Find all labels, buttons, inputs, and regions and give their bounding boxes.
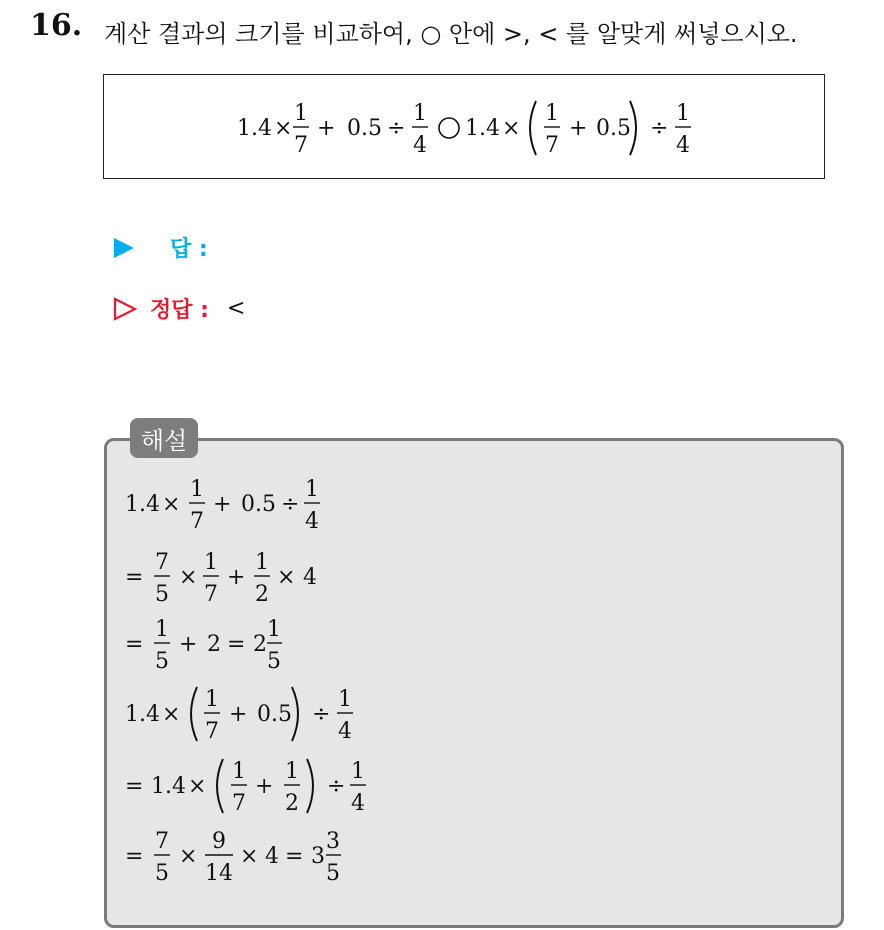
question-text: 계산 결과의 크기를 비교하여, ○ 안에 >, < 를 알맞게 써넣으시오. — [104, 20, 798, 48]
svg-text:×: × — [162, 702, 181, 727]
solution-line-5 — [125, 759, 366, 816]
svg-text:1: 1 — [413, 101, 427, 126]
svg-text:4: 4 — [351, 791, 365, 816]
play-triangle-filled-icon — [112, 236, 136, 260]
svg-text:0.5: 0.5 — [241, 492, 276, 517]
svg-text:1.4: 1.4 — [125, 702, 160, 727]
svg-text:1.4: 1.4 — [151, 774, 186, 799]
svg-text:1.4: 1.4 — [125, 492, 160, 517]
svg-text:3: 3 — [311, 844, 325, 869]
svg-text:×: × — [162, 492, 181, 517]
correct-answer-label: 정답 : — [150, 298, 209, 323]
svg-text:÷: ÷ — [387, 116, 406, 141]
svg-text:4: 4 — [265, 844, 279, 869]
problem-expression — [104, 75, 826, 180]
svg-text:5: 5 — [155, 649, 169, 674]
svg-text:4: 4 — [676, 133, 690, 158]
svg-text:7: 7 — [155, 829, 169, 854]
svg-text:7: 7 — [204, 582, 218, 607]
svg-text:=: = — [285, 844, 304, 869]
svg-text:=: = — [125, 565, 144, 590]
answer-label: 답 : — [170, 237, 208, 262]
svg-text:4: 4 — [338, 719, 352, 744]
solution-line-3 — [125, 617, 282, 674]
svg-text:4: 4 — [413, 133, 427, 158]
solution-line-4 — [125, 687, 353, 744]
play-triangle-outline-icon — [112, 296, 138, 322]
svg-text:4: 4 — [305, 509, 319, 534]
svg-text:5: 5 — [267, 649, 281, 674]
svg-text:4: 4 — [303, 565, 317, 590]
svg-text:+: + — [213, 492, 232, 517]
svg-text:1: 1 — [338, 687, 352, 712]
svg-text:9: 9 — [212, 829, 226, 854]
svg-text:1: 1 — [676, 101, 690, 126]
svg-text:5: 5 — [155, 582, 169, 607]
svg-text:+: + — [227, 565, 246, 590]
svg-text:÷: ÷ — [650, 116, 669, 141]
answer-correct — [112, 293, 245, 324]
svg-text:1: 1 — [305, 477, 319, 502]
svg-text:7: 7 — [190, 509, 204, 534]
svg-text:0.5: 0.5 — [596, 116, 631, 141]
svg-text:2: 2 — [253, 632, 267, 657]
svg-text:1: 1 — [294, 101, 308, 126]
svg-text:×: × — [179, 844, 198, 869]
svg-text:1: 1 — [190, 477, 204, 502]
svg-text:÷: ÷ — [312, 702, 331, 727]
svg-text:×: × — [274, 116, 293, 141]
solution-steps — [107, 441, 841, 925]
solution-tag: 해설 — [130, 418, 198, 458]
svg-text:+: + — [179, 632, 198, 657]
svg-text:+: + — [569, 116, 588, 141]
svg-text:2: 2 — [207, 632, 221, 657]
svg-text:=: = — [227, 632, 246, 657]
solution-line-6 — [125, 829, 341, 886]
svg-text:1: 1 — [255, 550, 269, 575]
svg-text:7: 7 — [294, 133, 308, 158]
svg-text:×: × — [277, 565, 296, 590]
svg-text:2: 2 — [255, 582, 269, 607]
svg-text:1: 1 — [155, 617, 169, 642]
correct-answer-value: < — [226, 296, 246, 321]
svg-text:1: 1 — [232, 759, 246, 784]
solution-line-2 — [125, 550, 317, 607]
svg-text:1: 1 — [285, 759, 299, 784]
solution-line-1 — [125, 477, 320, 534]
svg-text:÷: ÷ — [281, 492, 300, 517]
svg-text:×: × — [240, 844, 259, 869]
svg-text:14: 14 — [205, 861, 233, 886]
svg-text:7: 7 — [155, 550, 169, 575]
svg-text:5: 5 — [155, 861, 169, 886]
svg-text:÷: ÷ — [327, 774, 346, 799]
svg-text:+: + — [255, 774, 274, 799]
svg-text:1.4: 1.4 — [465, 116, 500, 141]
svg-text:7: 7 — [205, 719, 219, 744]
svg-text:0.5: 0.5 — [257, 702, 292, 727]
svg-text:1: 1 — [545, 101, 559, 126]
answer-blank — [112, 232, 208, 263]
svg-text:1.4: 1.4 — [237, 116, 272, 141]
svg-text:+: + — [317, 116, 336, 141]
svg-text:2: 2 — [285, 791, 299, 816]
problem-box — [103, 74, 825, 179]
svg-text:1: 1 — [204, 550, 218, 575]
svg-text:+: + — [229, 702, 248, 727]
svg-text:0.5: 0.5 — [347, 116, 382, 141]
svg-text:=: = — [125, 632, 144, 657]
svg-text:1: 1 — [205, 687, 219, 712]
solution-box — [104, 438, 844, 928]
svg-text:1: 1 — [267, 617, 281, 642]
svg-text:3: 3 — [326, 829, 340, 854]
svg-text:×: × — [502, 116, 521, 141]
svg-text:=: = — [125, 774, 144, 799]
svg-text:=: = — [125, 844, 144, 869]
svg-text:×: × — [179, 565, 198, 590]
svg-text:1: 1 — [351, 759, 365, 784]
svg-text:7: 7 — [545, 133, 559, 158]
svg-text:5: 5 — [326, 861, 340, 886]
svg-text:7: 7 — [232, 791, 246, 816]
question-number: 16. — [30, 8, 83, 43]
svg-text:×: × — [188, 774, 207, 799]
